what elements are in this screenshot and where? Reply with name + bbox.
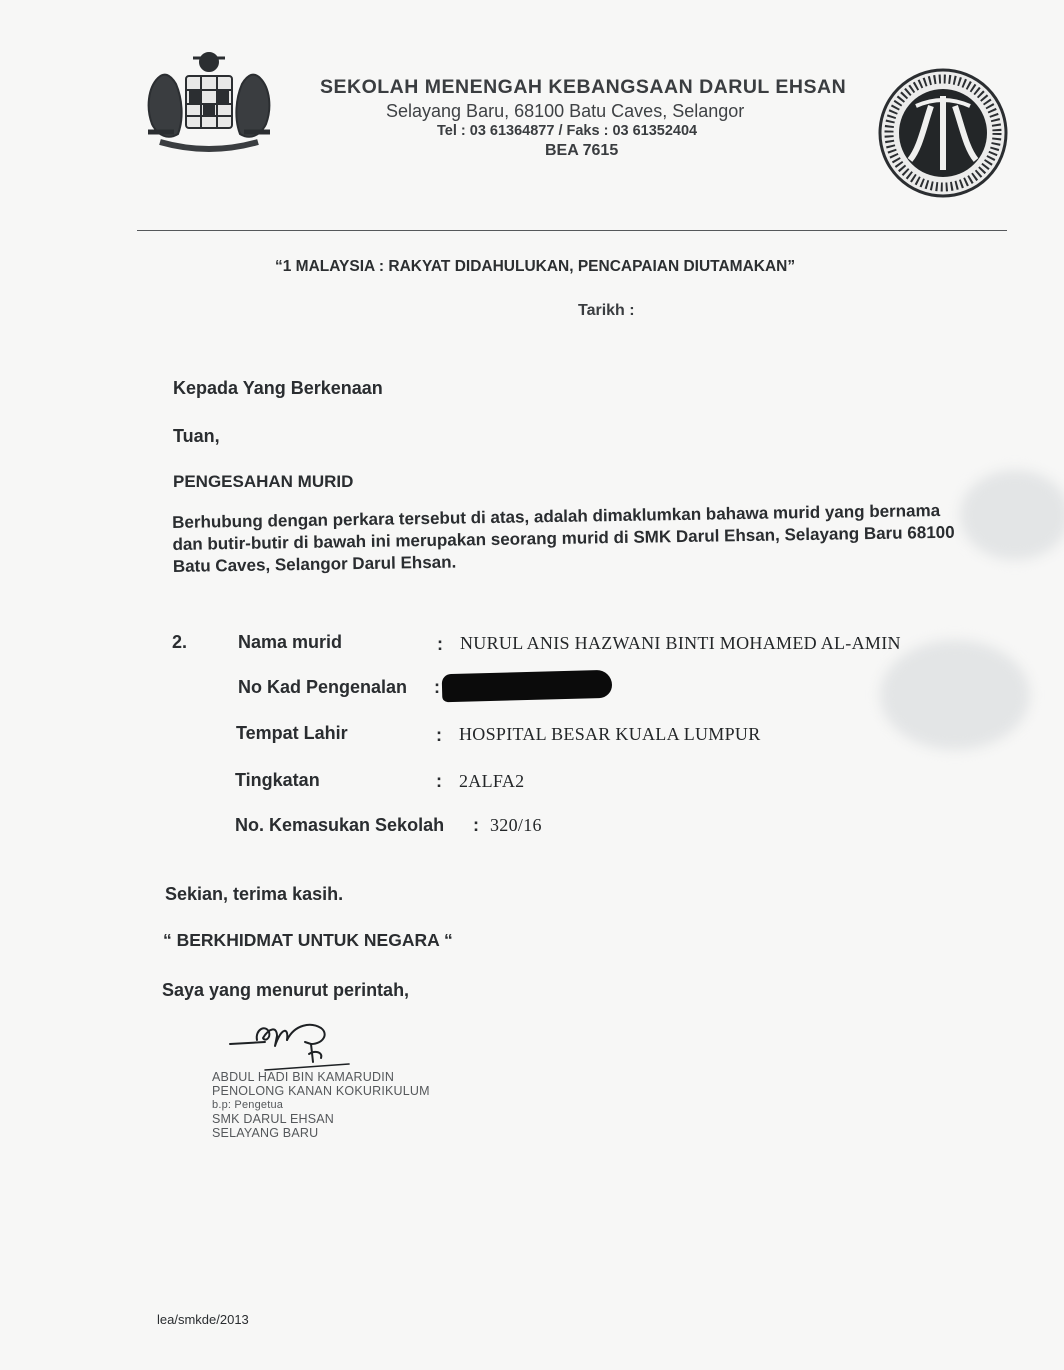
field-label-name: Nama murid bbox=[238, 632, 343, 652]
field-colon: : bbox=[473, 815, 479, 835]
school-code: BEA 7615 bbox=[545, 142, 619, 159]
field-label-birthplace: Tempat Lahir bbox=[236, 723, 348, 743]
signer-title: PENOLONG KANAN KOKURIKULUM bbox=[212, 1084, 430, 1098]
field-value-birthplace: HOSPITAL BESAR KUALA LUMPUR bbox=[459, 724, 761, 744]
school-seal-icon bbox=[876, 66, 1010, 200]
signer-on-behalf: b.p: Pengetua bbox=[212, 1099, 284, 1111]
signer-name: ABDUL HADI BIN KAMARUDIN bbox=[212, 1070, 395, 1084]
field-value-name: NURUL ANIS HAZWANI BINTI MOHAMED AL-AMIN bbox=[460, 633, 901, 653]
signer-school: SMK DARUL EHSAN bbox=[212, 1112, 335, 1126]
item-number: 2. bbox=[172, 632, 188, 652]
date-label: Tarikh : bbox=[578, 302, 635, 319]
field-colon: : bbox=[437, 634, 443, 654]
field-label-admission: No. Kemasukan Sekolah bbox=[235, 815, 445, 835]
school-name: SEKOLAH MENENGAH KEBANGSAAN DARUL EHSAN bbox=[320, 76, 847, 98]
signer-location: SELAYANG BARU bbox=[212, 1126, 319, 1140]
letter-subject: PENGESAHAN MURID bbox=[173, 472, 354, 491]
recipient: Kepada Yang Berkenaan bbox=[173, 378, 383, 398]
reference-code: lea/smkde/2013 bbox=[157, 1312, 249, 1327]
header-divider bbox=[137, 230, 1007, 231]
field-colon: : bbox=[436, 725, 442, 745]
field-value-form: 2ALFA2 bbox=[459, 771, 525, 791]
field-label-form: Tingkatan bbox=[235, 770, 320, 790]
slogan: “ BERKHIDMAT UNTUK NEGARA “ bbox=[163, 930, 453, 950]
paper-smudge bbox=[960, 470, 1064, 560]
signature bbox=[225, 1018, 355, 1078]
national-motto: “1 MALAYSIA : RAKYAT DIDAHULUKAN, PENCAPAIAN DIUTAMAKAN” bbox=[275, 258, 796, 275]
field-colon: : bbox=[436, 771, 442, 791]
salutation: Tuan, bbox=[173, 426, 220, 446]
field-value-admission: 320/16 bbox=[490, 815, 542, 835]
closing: Sekian, terima kasih. bbox=[165, 884, 344, 904]
signer-block bbox=[212, 1070, 430, 1140]
redaction-bar bbox=[442, 670, 613, 702]
sign-off: Saya yang menurut perintah, bbox=[162, 980, 410, 1000]
paper-smudge bbox=[880, 640, 1030, 750]
school-contact: Tel : 03 61364877 / Faks : 03 61352404 bbox=[437, 123, 698, 139]
field-colon: : bbox=[434, 677, 440, 697]
school-address: Selayang Baru, 68100 Batu Caves, Selangor bbox=[386, 101, 745, 121]
letter-body: Berhubung dengan perkara tersebut di atas, adalah dimaklumkan bahawa murid yang bernama dan butir-butir di bawah ini merupakan seorang murid di SMK Darul Ehsan, Selayang Baru 68100 Batu Caves, Selangor Darul Ehsan. bbox=[172, 500, 955, 576]
field-label-ic: No Kad Pengenalan bbox=[238, 677, 408, 697]
coat-of-arms-icon bbox=[138, 48, 280, 160]
